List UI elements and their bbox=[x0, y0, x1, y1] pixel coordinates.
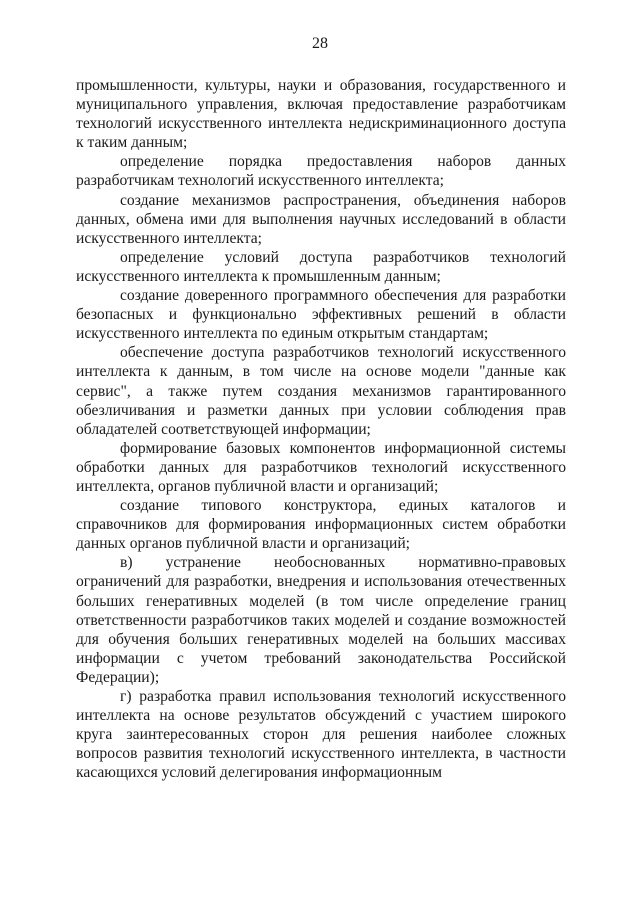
paragraph: обеспечение доступа разработчиков технологий искусственного интеллекта к данным, в том числе на основе модели "данные как сервис", а также путем создания механизмов гарантированного обезличивания и разметки данных при условии соблюдения прав обладателей соответствующей информации; bbox=[76, 344, 566, 438]
paragraph: формирование базовых компонентов информационной системы обработки данных для разработчиков технологий искусственного интеллекта, органов публичной власти и организаций; bbox=[76, 439, 566, 495]
page-number: 28 bbox=[312, 35, 328, 52]
paragraph-item-g: г) разработка правил использования технологий искусственного интеллекта на основе результатов обсуждений с участием широкого круга заинтересованных сторон для решения наиболее сложных вопросов развития технологий искусственного интеллекта, в частности касающихся условий делегирования информационным bbox=[76, 688, 566, 782]
document-body bbox=[76, 76, 566, 782]
paragraph: создание доверенного программного обеспечения для разработки безопасных и функционально эффективных решений в области искусственного интеллекта по единым открытым стандартам; bbox=[76, 287, 566, 343]
paragraph: создание типового конструктора, единых каталогов и справочников для формирования информационных систем обработки данных органов публичной власти и организаций; bbox=[76, 497, 566, 553]
paragraph: создание механизмов распространения, объединения наборов данных, обмена ими для выполнения научных исследований в области искусственного интеллекта; bbox=[76, 191, 566, 247]
paragraph: определение порядка предоставления наборов данных разработчикам технологий искусственного интеллекта; bbox=[76, 153, 566, 190]
paragraph: определение условий доступа разработчиков технологий искусственного интеллекта к промышленным данным; bbox=[76, 248, 566, 285]
paragraph-item-v: в) устранение необоснованных нормативно-правовых ограничений для разработки, внедрения и использования отечественных больших генеративных моделей (в том числе определение границ ответственности разработчиков таких моделей и создание возможностей для обучения больших генеративных моделей на больших массивах информации с учетом требований законодательства Российской Федерации); bbox=[76, 554, 566, 686]
paragraph-continuation: промышленности, культуры, науки и образования, государственного и муниципального управления, включая предоставление разработчикам технологий искусственного интеллекта недискриминационного доступа к таким данным; bbox=[76, 77, 566, 152]
